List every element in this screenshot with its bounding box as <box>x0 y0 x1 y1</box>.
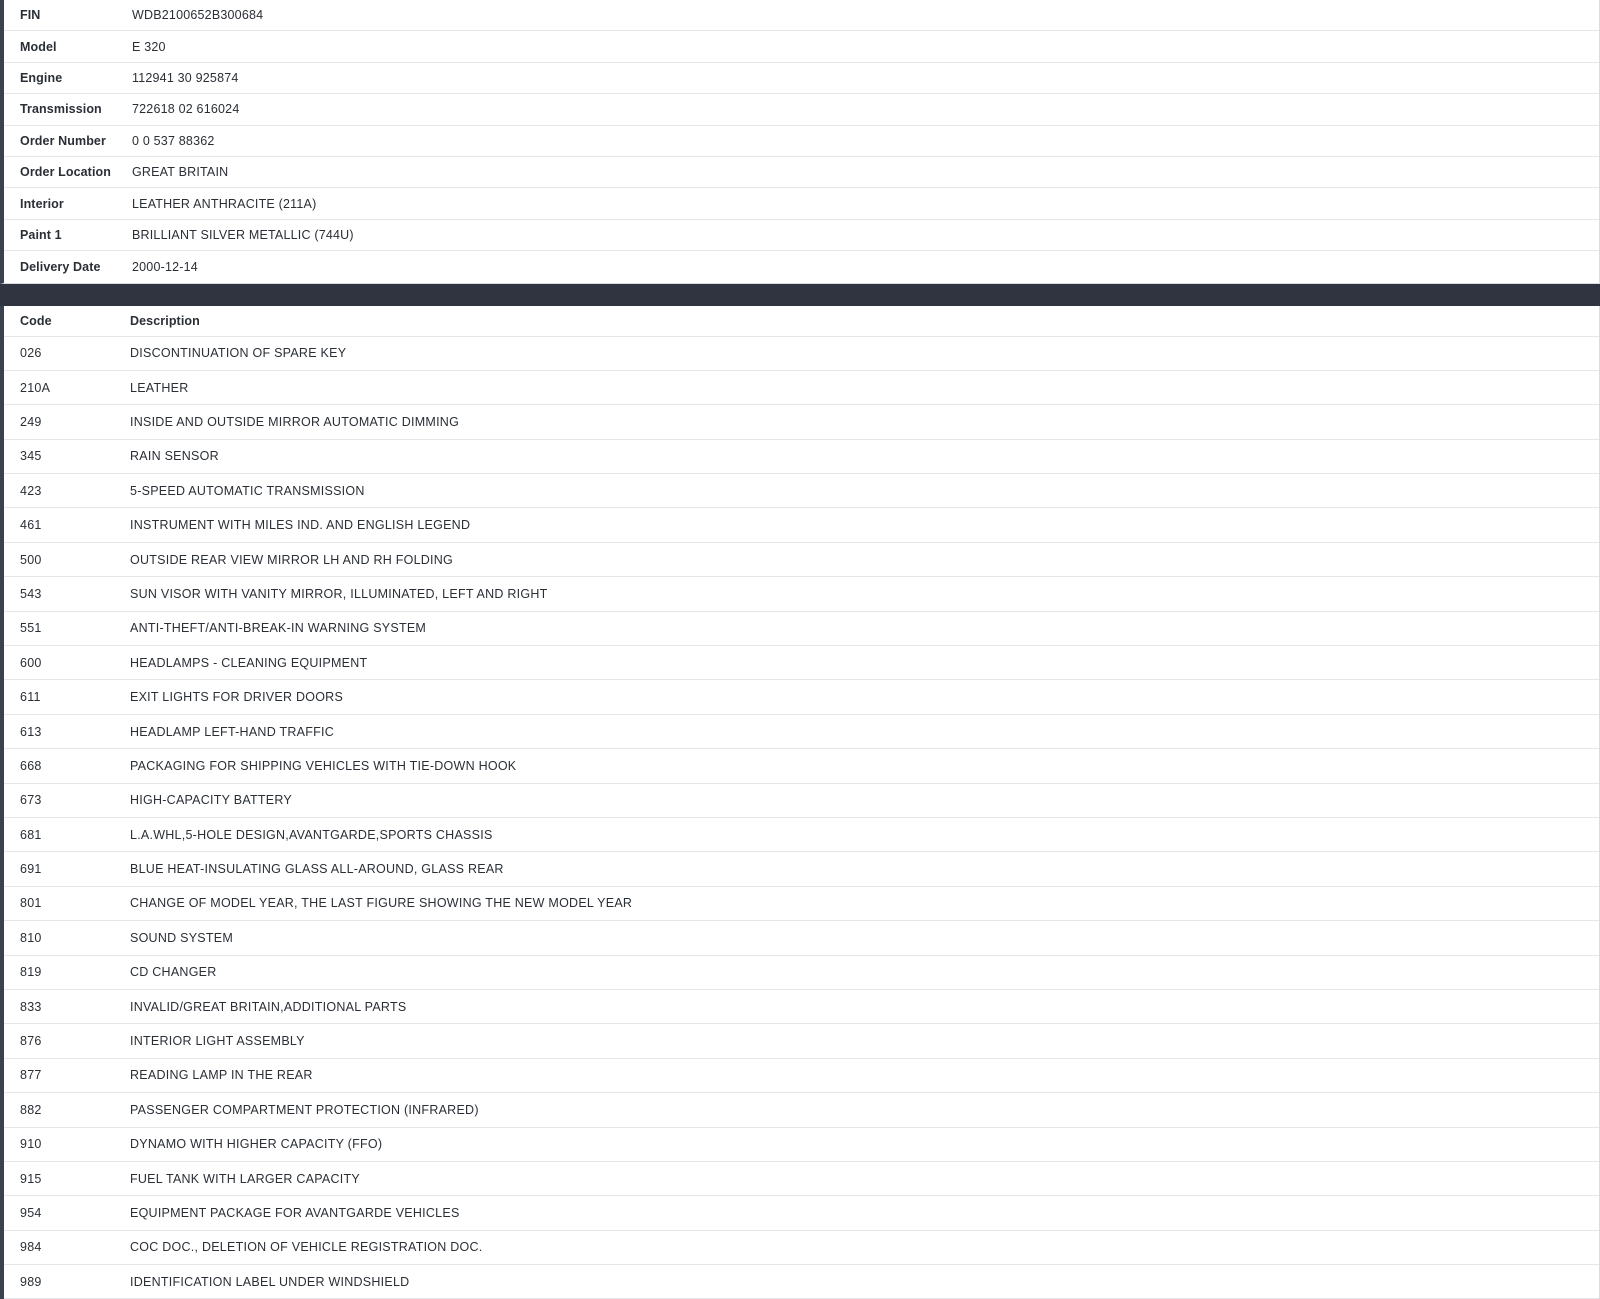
cell-description: INSTRUMENT WITH MILES IND. AND ENGLISH LEGEND <box>75 508 1599 542</box>
info-row <box>4 188 1599 219</box>
cell-code: 600 <box>4 646 75 680</box>
cell-code: 989 <box>4 1265 75 1299</box>
table-row <box>4 1230 1599 1264</box>
info-value: E 320 <box>132 39 166 54</box>
cell-description: EQUIPMENT PACKAGE FOR AVANTGARDE VEHICLES <box>75 1196 1599 1230</box>
table-row <box>4 1265 1599 1299</box>
info-row <box>4 63 1599 94</box>
table-row <box>4 921 1599 955</box>
cell-code: 345 <box>4 439 75 473</box>
cell-description: HIGH-CAPACITY BATTERY <box>75 783 1599 817</box>
table-row <box>4 749 1599 783</box>
info-label: Order Location <box>20 165 111 180</box>
cell-code: 613 <box>4 714 75 748</box>
info-value: LEATHER ANTHRACITE (211A) <box>132 196 317 211</box>
cell-code: 249 <box>4 405 75 439</box>
cell-code: 882 <box>4 1093 75 1127</box>
cell-description: HEADLAMPS - CLEANING EQUIPMENT <box>75 646 1599 680</box>
cell-description: OUTSIDE REAR VIEW MIRROR LH AND RH FOLDING <box>75 542 1599 576</box>
cell-code: 461 <box>4 508 75 542</box>
column-header-description: Description <box>75 306 1599 337</box>
info-row <box>4 157 1599 188</box>
cell-description: PASSENGER COMPARTMENT PROTECTION (INFRARED) <box>75 1093 1599 1127</box>
cell-code: 611 <box>4 680 75 714</box>
cell-description: CD CHANGER <box>75 955 1599 989</box>
table-row <box>4 989 1599 1023</box>
info-value: 2000-12-14 <box>132 259 198 274</box>
cell-description: INTERIOR LIGHT ASSEMBLY <box>75 1024 1599 1058</box>
table-row <box>4 370 1599 404</box>
info-label: Order Number <box>20 133 106 148</box>
cell-code: 500 <box>4 542 75 576</box>
table-row <box>4 577 1599 611</box>
info-label: Delivery Date <box>20 259 101 274</box>
cell-description: DISCONTINUATION OF SPARE KEY <box>75 336 1599 370</box>
table-row <box>4 817 1599 851</box>
column-header-code: Code <box>4 306 75 337</box>
info-row <box>4 31 1599 62</box>
table-row <box>4 714 1599 748</box>
cell-code: 910 <box>4 1127 75 1161</box>
info-value: BRILLIANT SILVER METALLIC (744U) <box>132 227 354 242</box>
table-row <box>4 1127 1599 1161</box>
info-label: Engine <box>20 70 63 85</box>
table-row <box>4 955 1599 989</box>
cell-description: IDENTIFICATION LABEL UNDER WINDSHIELD <box>75 1265 1599 1299</box>
cell-code: 984 <box>4 1230 75 1264</box>
cell-description: BLUE HEAT-INSULATING GLASS ALL-AROUND, GLASS REAR <box>75 852 1599 886</box>
info-row <box>4 251 1599 282</box>
cell-description: LEATHER <box>75 370 1599 404</box>
cell-code: 954 <box>4 1196 75 1230</box>
cell-description: L.A.WHL,5-HOLE DESIGN,AVANTGARDE,SPORTS CHASSIS <box>75 817 1599 851</box>
cell-code: 691 <box>4 852 75 886</box>
cell-description: RAIN SENSOR <box>75 439 1599 473</box>
cell-code: 673 <box>4 783 75 817</box>
table-row <box>4 886 1599 920</box>
info-label: Model <box>20 39 57 54</box>
table-row <box>4 508 1599 542</box>
cell-description: EXIT LIGHTS FOR DRIVER DOORS <box>75 680 1599 714</box>
cell-description: READING LAMP IN THE REAR <box>75 1058 1599 1092</box>
table-header <box>4 306 1599 337</box>
info-value: GREAT BRITAIN <box>132 165 229 180</box>
cell-description: INVALID/GREAT BRITAIN,ADDITIONAL PARTS <box>75 989 1599 1023</box>
table-row <box>4 1058 1599 1092</box>
cell-description: ANTI-THEFT/ANTI-BREAK-IN WARNING SYSTEM <box>75 611 1599 645</box>
cell-description: SUN VISOR WITH VANITY MIRROR, ILLUMINATED, LEFT AND RIGHT <box>75 577 1599 611</box>
table-row <box>4 1161 1599 1195</box>
cell-code: 026 <box>4 336 75 370</box>
info-value: 112941 30 925874 <box>132 70 239 85</box>
cell-code: 551 <box>4 611 75 645</box>
table-row <box>4 439 1599 473</box>
info-label: FIN <box>20 8 41 23</box>
info-row <box>4 220 1599 251</box>
cell-code: 915 <box>4 1161 75 1195</box>
info-row <box>4 126 1599 157</box>
info-label: Transmission <box>20 102 102 117</box>
cell-code: 876 <box>4 1024 75 1058</box>
cell-description: HEADLAMP LEFT-HAND TRAFFIC <box>75 714 1599 748</box>
table-row <box>4 611 1599 645</box>
section-divider-band <box>0 284 1600 306</box>
cell-description: CHANGE OF MODEL YEAR, THE LAST FIGURE SHOWING THE NEW MODEL YEAR <box>75 886 1599 920</box>
cell-description: PACKAGING FOR SHIPPING VEHICLES WITH TIE-DOWN HOOK <box>75 749 1599 783</box>
table-row <box>4 405 1599 439</box>
info-value: WDB2100652B300684 <box>132 8 264 23</box>
cell-code: 423 <box>4 474 75 508</box>
info-row <box>4 94 1599 125</box>
cell-code: 877 <box>4 1058 75 1092</box>
cell-code: 819 <box>4 955 75 989</box>
info-value: 0 0 537 88362 <box>132 133 215 148</box>
cell-description: COC DOC., DELETION OF VEHICLE REGISTRATION DOC. <box>75 1230 1599 1264</box>
info-label: Paint 1 <box>20 227 62 242</box>
table-body <box>4 336 1599 1299</box>
info-label: Interior <box>20 196 64 211</box>
table-row <box>4 474 1599 508</box>
table-row <box>4 852 1599 886</box>
equipment-codes-table <box>4 306 1599 1299</box>
table-row <box>4 783 1599 817</box>
cell-description: DYNAMO WITH HIGHER CAPACITY (FFO) <box>75 1127 1599 1161</box>
cell-description: 5-SPEED AUTOMATIC TRANSMISSION <box>75 474 1599 508</box>
table-row <box>4 680 1599 714</box>
cell-code: 543 <box>4 577 75 611</box>
table-header-row <box>4 306 1599 337</box>
table-row <box>4 542 1599 576</box>
table-row <box>4 1024 1599 1058</box>
cell-description: FUEL TANK WITH LARGER CAPACITY <box>75 1161 1599 1195</box>
cell-code: 668 <box>4 749 75 783</box>
vehicle-info-panel <box>0 0 1600 284</box>
equipment-codes-panel <box>0 306 1600 1299</box>
table-row <box>4 646 1599 680</box>
cell-code: 681 <box>4 817 75 851</box>
table-row <box>4 1196 1599 1230</box>
cell-description: INSIDE AND OUTSIDE MIRROR AUTOMATIC DIMMING <box>75 405 1599 439</box>
cell-code: 810 <box>4 921 75 955</box>
cell-code: 210A <box>4 370 75 404</box>
table-row <box>4 1093 1599 1127</box>
table-row <box>4 336 1599 370</box>
cell-description: SOUND SYSTEM <box>75 921 1599 955</box>
cell-code: 801 <box>4 886 75 920</box>
cell-code: 833 <box>4 989 75 1023</box>
info-value: 722618 02 616024 <box>132 102 240 117</box>
info-row <box>4 0 1599 31</box>
